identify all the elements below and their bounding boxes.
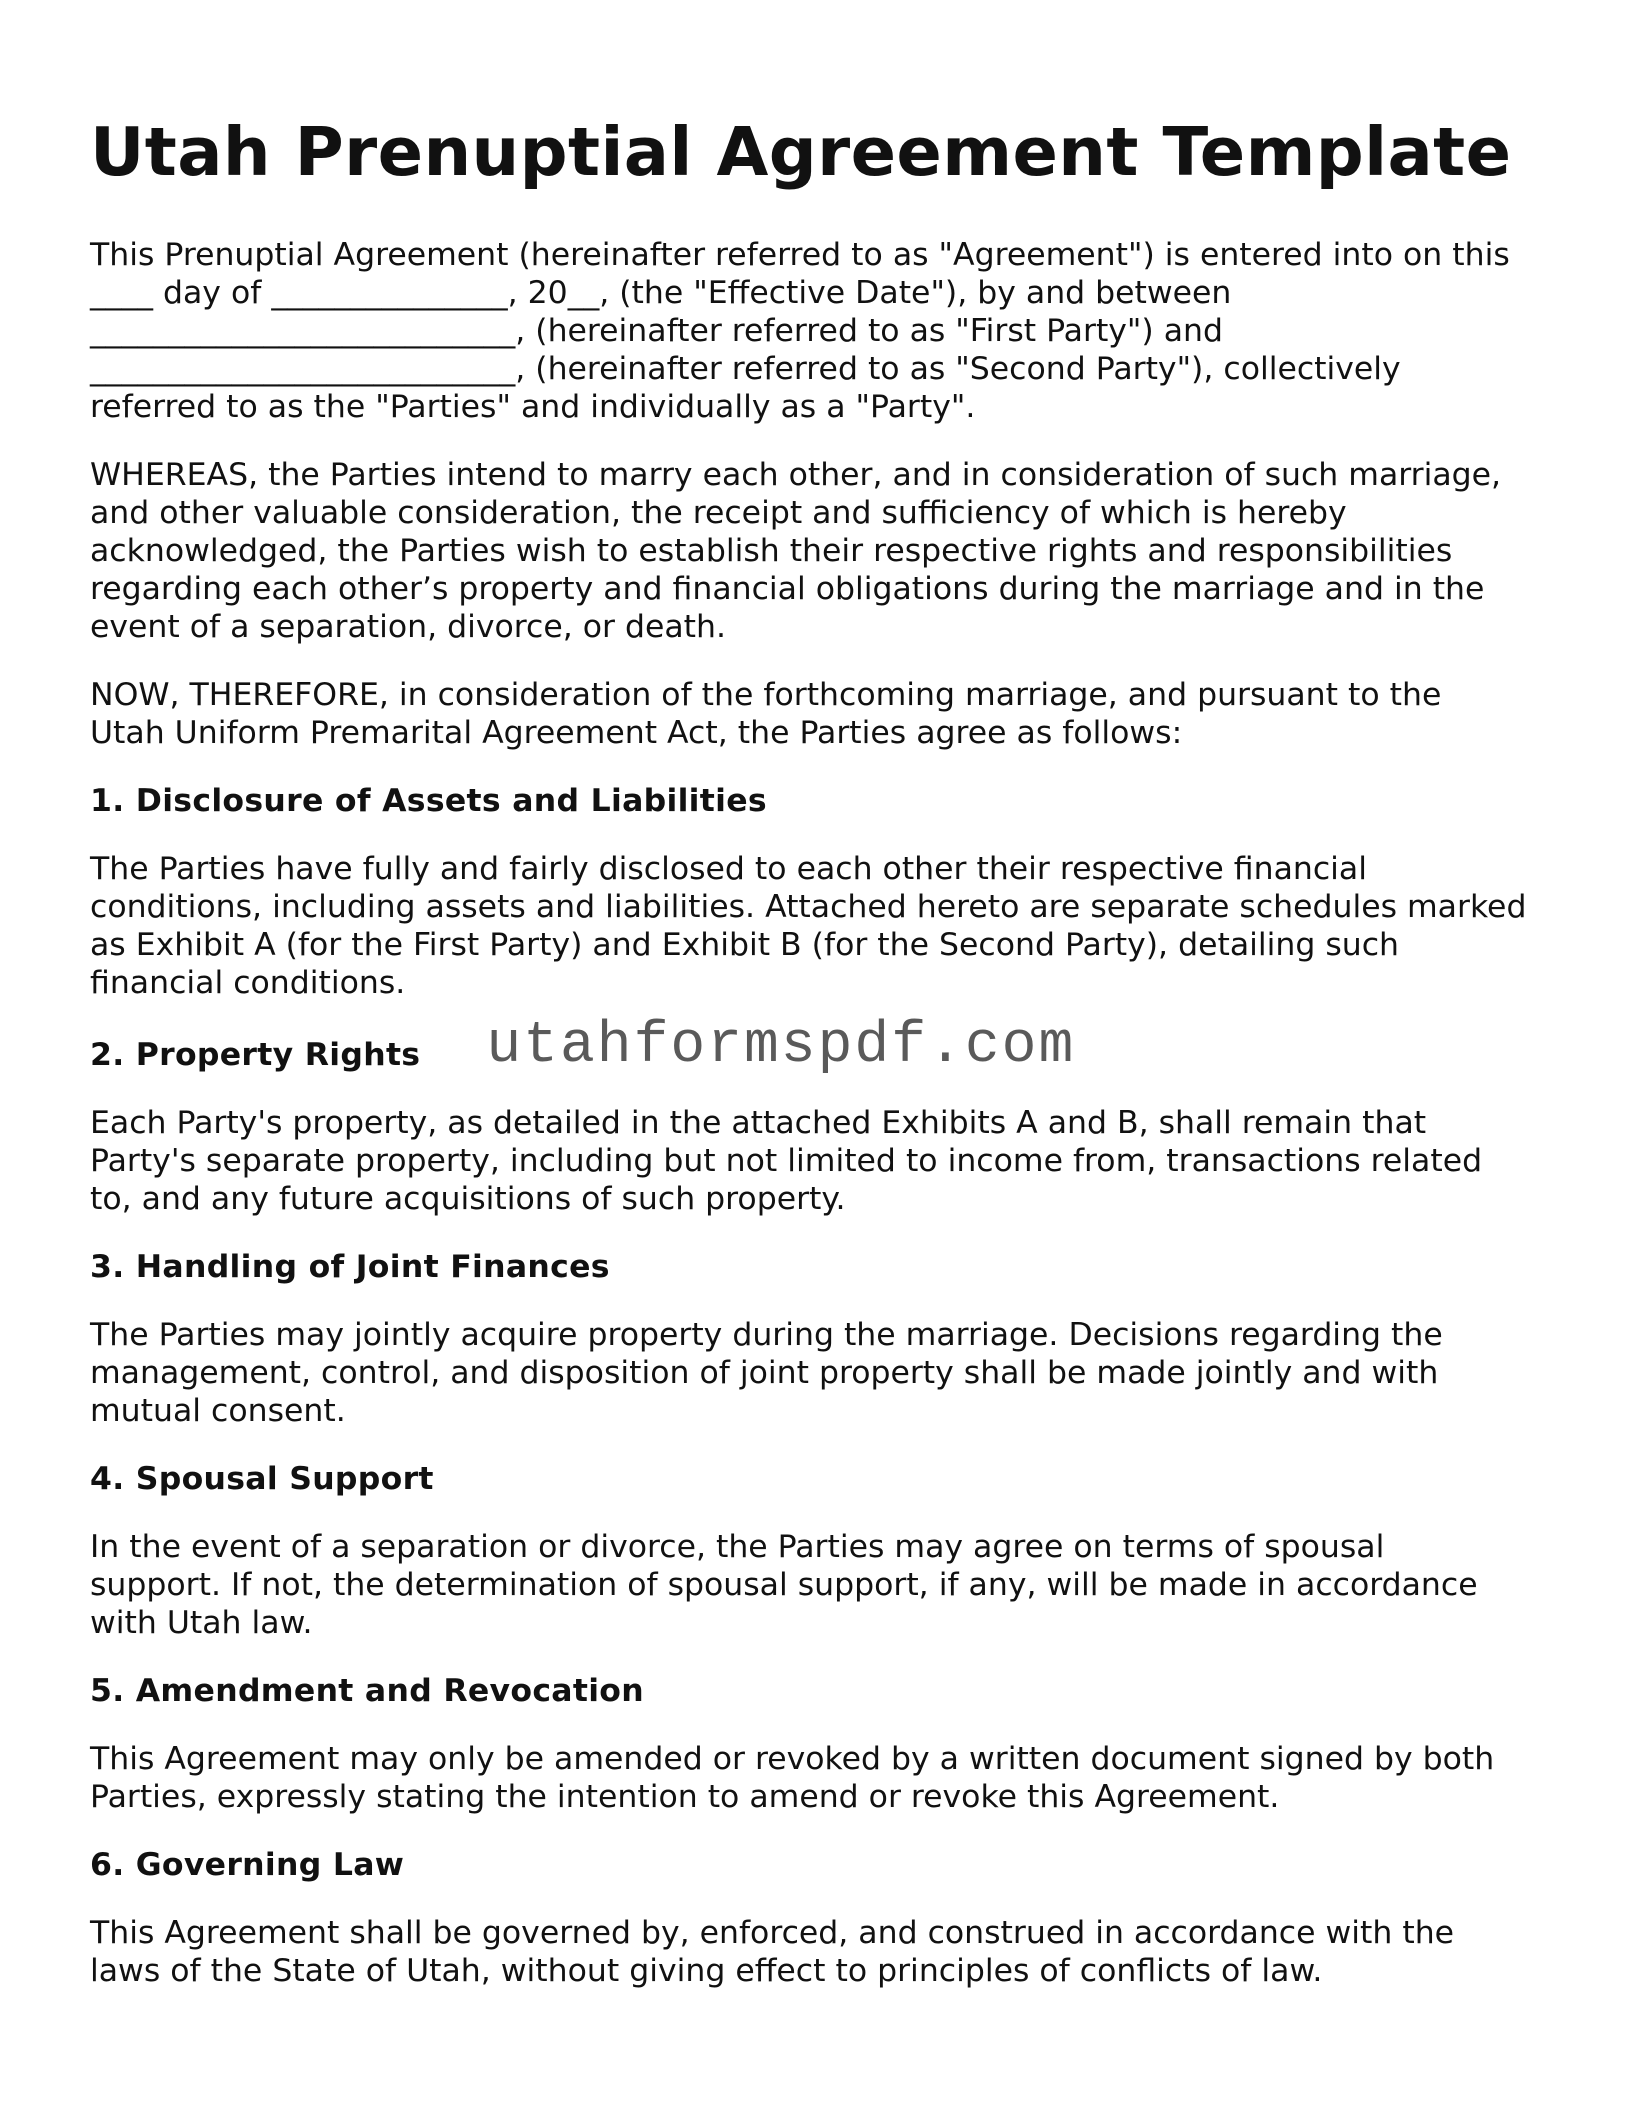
- section-5-heading: 5. Amendment and Revocation: [90, 1673, 644, 1710]
- section-2-body: Each Party's property, as detailed in the attached Exhibits A and B, shall remain that Party's separate property, including but not limited to income from, transactions related to, and any future acquisitions of such property.: [90, 1105, 1483, 1218]
- document-title: Utah Prenuptial Agreement Template: [90, 113, 1512, 191]
- section-2-heading-row: [90, 1014, 1550, 1104]
- document-page: [90, 112, 1550, 2020]
- section-3-heading: 3. Handling of Joint Finances: [90, 1249, 610, 1286]
- section-1-heading: 1. Disclosure of Assets and Liabilities: [90, 783, 767, 820]
- whereas-paragraph: WHEREAS, the Parties intend to marry each other, and in consideration of such marriage, and other valuable consideration, the receipt and sufficiency of which is hereby acknowledged, the Parties wish to establish their respective rights and responsibilities regarding each other’s property and financial obligations during the marriage and in the event of a separation, divorce, or death.: [90, 457, 1502, 646]
- section-4-heading: 4. Spousal Support: [90, 1461, 434, 1498]
- section-3-body: The Parties may jointly acquire property during the marriage. Decisions regarding the management, control, and disposition of joint property shall be made jointly and with mutual consent.: [90, 1317, 1443, 1430]
- watermark-text: utahformspdf.com: [486, 1014, 1076, 1080]
- section-6-heading: 6. Governing Law: [90, 1847, 405, 1884]
- intro-paragraph: This Prenuptial Agreement (hereinafter referred to as "Agreement") is entered into on this ____ day of _______________, 20__, (the "Effective Date"), by and between ___________________________, (hereinafter referred to as "First Party") and ___________________________, (hereinafter referred to as "Second Party"), collectively referred to as the "Parties" and individually as a "Party".: [90, 237, 1510, 426]
- section-1-body: The Parties have fully and fairly disclosed to each other their respective financial conditions, including assets and liabilities. Attached hereto are separate schedules marked as Exhibit A (for the First Party) and Exhibit B (for the Second Party), detailing such financial conditions.: [90, 851, 1527, 1002]
- now-therefore-paragraph: NOW, THEREFORE, in consideration of the forthcoming marriage, and pursuant to the Utah Uniform Premarital Agreement Act, the Parties agree as follows:: [90, 677, 1442, 752]
- section-4-body: In the event of a separation or divorce, the Parties may agree on terms of spousal support. If not, the determination of spousal support, if any, will be made in accordance with Utah law.: [90, 1529, 1478, 1642]
- section-5-body: This Agreement may only be amended or revoked by a written document signed by both Parties, expressly stating the intention to amend or revoke this Agreement.: [90, 1741, 1495, 1816]
- section-6-body: This Agreement shall be governed by, enforced, and construed in accordance with the laws of the State of Utah, without giving effect to principles of conflicts of law.: [90, 1915, 1455, 1990]
- section-2-heading: 2. Property Rights: [90, 1037, 421, 1074]
